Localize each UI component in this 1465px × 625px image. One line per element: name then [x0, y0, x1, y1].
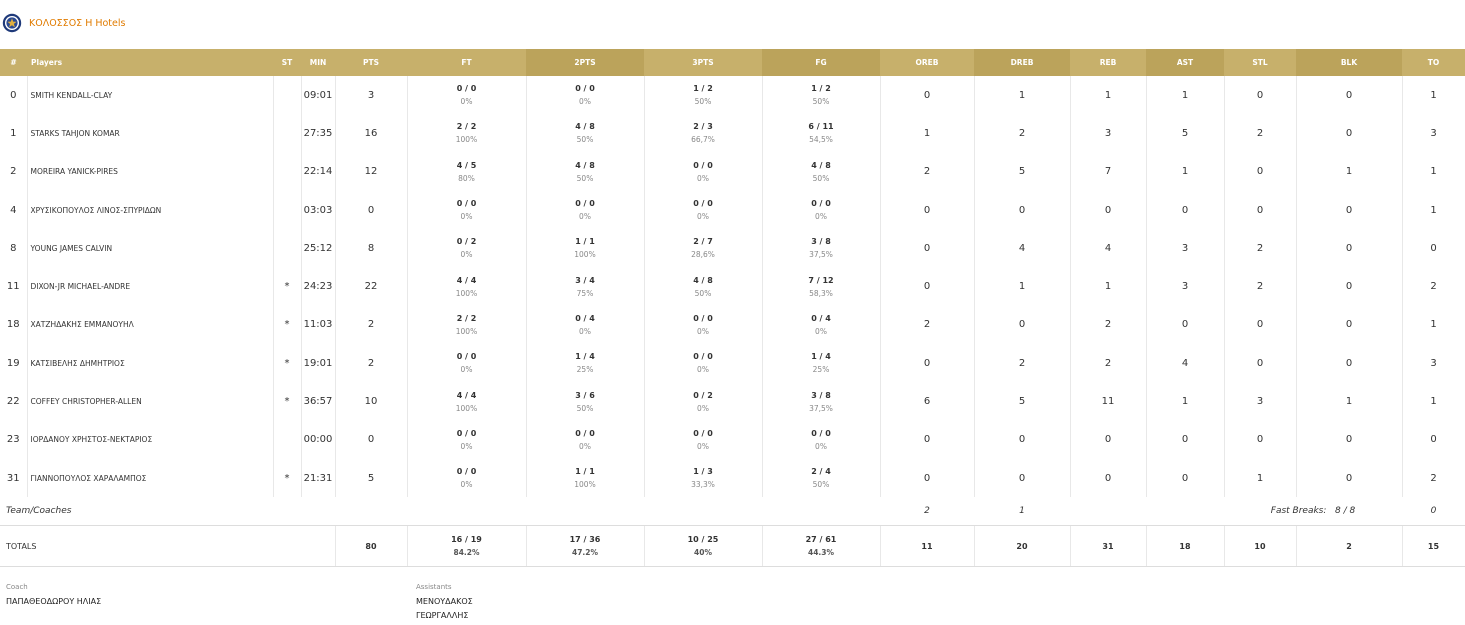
- player-to: 3: [1402, 344, 1465, 382]
- player-pts: 2: [335, 306, 407, 344]
- player-reb: 0: [1070, 421, 1146, 459]
- coach-name: ΠΑΠΑΘΕΟΔΩΡΟΥ ΗΛΙΑΣ: [6, 597, 102, 606]
- player-pts: 8: [335, 229, 407, 267]
- player-dreb: 0: [974, 459, 1070, 497]
- player-min: 24:23: [301, 267, 335, 305]
- player-3pts: 2 / 3 66,7%: [644, 114, 762, 152]
- player-ast: 0: [1146, 421, 1224, 459]
- player-ast: 1: [1146, 382, 1224, 420]
- player-ast: 0: [1146, 191, 1224, 229]
- player-stl: 2: [1224, 114, 1296, 152]
- player-3pts: 4 / 8 50%: [644, 267, 762, 305]
- player-to: 1: [1402, 382, 1465, 420]
- player-name-link[interactable]: ΓΙΑΝΝΟΠΟΥΛΟΣ ΧΑΡΑΛΑΜΠΟΣ: [27, 459, 273, 497]
- player-name-link[interactable]: DIXON-JR MICHAEL-ANDRE: [27, 267, 273, 305]
- fast-breaks-label: Fast Breaks:: [1270, 506, 1327, 517]
- player-min: 22:14: [301, 153, 335, 191]
- assistant-name: ΜΕΝΟΥΔΑΚΟΣ: [416, 597, 473, 606]
- player-to: 3: [1402, 114, 1465, 152]
- player-to: 2: [1402, 459, 1465, 497]
- player-number: 22: [0, 382, 27, 420]
- player-3pts: 0 / 0 0%: [644, 306, 762, 344]
- player-dreb: 5: [974, 382, 1070, 420]
- starter-mark: [273, 76, 301, 114]
- totals-ft: 16 / 19 84.2%: [407, 526, 526, 567]
- player-3pts: 0 / 0 0%: [644, 344, 762, 382]
- player-ft: 0 / 0 0%: [407, 421, 526, 459]
- player-reb: 0: [1070, 459, 1146, 497]
- player-stl: 1: [1224, 459, 1296, 497]
- player-to: 1: [1402, 306, 1465, 344]
- coach-label: Coach: [6, 583, 28, 591]
- player-fg: 0 / 0 0%: [762, 191, 880, 229]
- player-blk: 0: [1296, 191, 1402, 229]
- header-num: #: [0, 49, 27, 76]
- table-row: [0, 114, 1465, 152]
- player-3pts: 0 / 0 0%: [644, 421, 762, 459]
- header-2pts: 2PTS: [526, 49, 644, 76]
- player-ft: 4 / 5 80%: [407, 153, 526, 191]
- table-row: [0, 153, 1465, 191]
- totals-label: TOTALS: [0, 526, 335, 567]
- player-2pts: 4 / 8 50%: [526, 153, 644, 191]
- player-3pts: 1 / 3 33,3%: [644, 459, 762, 497]
- player-fg: 4 / 8 50%: [762, 153, 880, 191]
- totals-pts: 80: [335, 526, 407, 567]
- totals-3pts: 10 / 25 40%: [644, 526, 762, 567]
- player-pts: 3: [335, 76, 407, 114]
- header-to: TO: [1402, 49, 1465, 76]
- header-stl: STL: [1224, 49, 1296, 76]
- totals-to: 15: [1402, 526, 1465, 567]
- player-oreb: 6: [880, 382, 974, 420]
- starter-mark: [273, 421, 301, 459]
- team-coaches-row: [0, 497, 1465, 526]
- player-dreb: 5: [974, 153, 1070, 191]
- player-to: 0: [1402, 421, 1465, 459]
- player-number: 11: [0, 267, 27, 305]
- player-number: 31: [0, 459, 27, 497]
- player-ast: 4: [1146, 344, 1224, 382]
- player-blk: 1: [1296, 153, 1402, 191]
- header-min: MIN: [301, 49, 335, 76]
- starter-mark: *: [273, 459, 301, 497]
- team-crest-icon: [2, 13, 22, 33]
- player-oreb: 0: [880, 344, 974, 382]
- starter-mark: *: [273, 344, 301, 382]
- starter-mark: [273, 191, 301, 229]
- player-2pts: 1 / 4 25%: [526, 344, 644, 382]
- table-row: [0, 344, 1465, 382]
- player-fg: 0 / 0 0%: [762, 421, 880, 459]
- player-fg: 1 / 4 25%: [762, 344, 880, 382]
- player-2pts: 0 / 0 0%: [526, 191, 644, 229]
- header-blk: BLK: [1296, 49, 1402, 76]
- totals-fg: 27 / 61 44.3%: [762, 526, 880, 567]
- totals-row: [0, 526, 1465, 567]
- player-to: 0: [1402, 229, 1465, 267]
- player-stl: 3: [1224, 382, 1296, 420]
- team-name[interactable]: ΚΟΛΟΣΣΟΣ Η Hotels: [29, 17, 126, 29]
- player-ft: 0 / 0 0%: [407, 459, 526, 497]
- header-oreb: OREB: [880, 49, 974, 76]
- player-blk: 0: [1296, 267, 1402, 305]
- starter-mark: [273, 153, 301, 191]
- player-fg: 0 / 4 0%: [762, 306, 880, 344]
- team-row-label: Team/Coaches: [0, 497, 407, 526]
- player-number: 4: [0, 191, 27, 229]
- player-oreb: 1: [880, 114, 974, 152]
- player-number: 1: [0, 114, 27, 152]
- player-3pts: 2 / 7 28,6%: [644, 229, 762, 267]
- player-fg: 3 / 8 37,5%: [762, 382, 880, 420]
- player-oreb: 0: [880, 459, 974, 497]
- player-reb: 11: [1070, 382, 1146, 420]
- team-oreb: 2: [880, 497, 974, 526]
- player-stl: 0: [1224, 76, 1296, 114]
- player-pts: 12: [335, 153, 407, 191]
- player-ft: 2 / 2 100%: [407, 114, 526, 152]
- player-name-link[interactable]: MOREIRA YANICK-PIRES: [27, 153, 273, 191]
- table-row: [0, 76, 1465, 114]
- table-header-row: [0, 49, 1465, 76]
- starter-mark: *: [273, 382, 301, 420]
- player-ft: 4 / 4 100%: [407, 382, 526, 420]
- player-ast: 3: [1146, 267, 1224, 305]
- starter-mark: [273, 229, 301, 267]
- starter-mark: *: [273, 267, 301, 305]
- assistant-name: ΓΕΩΡΓΑΛΛΗΣ: [416, 611, 469, 620]
- player-ft: 0 / 0 0%: [407, 191, 526, 229]
- table-row: [0, 191, 1465, 229]
- player-stl: 0: [1224, 306, 1296, 344]
- player-to: 2: [1402, 267, 1465, 305]
- totals-2pts: 17 / 36 47.2%: [526, 526, 644, 567]
- box-score-table: [0, 49, 1465, 567]
- table-row: [0, 229, 1465, 267]
- player-ast: 3: [1146, 229, 1224, 267]
- player-3pts: 0 / 0 0%: [644, 191, 762, 229]
- fast-breaks-value: 8 / 8: [1335, 506, 1356, 517]
- header-ast: AST: [1146, 49, 1224, 76]
- player-2pts: 0 / 0 0%: [526, 421, 644, 459]
- player-min: 09:01: [301, 76, 335, 114]
- player-dreb: 2: [974, 344, 1070, 382]
- player-fg: 1 / 2 50%: [762, 76, 880, 114]
- assistants-block: [416, 583, 473, 623]
- table-row: [0, 267, 1465, 305]
- player-ast: 0: [1146, 459, 1224, 497]
- player-name-link[interactable]: YOUNG JAMES CALVIN: [27, 229, 273, 267]
- player-to: 1: [1402, 76, 1465, 114]
- table-row: [0, 421, 1465, 459]
- player-2pts: 3 / 6 50%: [526, 382, 644, 420]
- player-oreb: 2: [880, 153, 974, 191]
- header-fg: FG: [762, 49, 880, 76]
- player-oreb: 0: [880, 191, 974, 229]
- player-ft: 4 / 4 100%: [407, 267, 526, 305]
- player-oreb: 0: [880, 76, 974, 114]
- player-blk: 0: [1296, 344, 1402, 382]
- header-st: ST: [273, 49, 301, 76]
- totals-oreb: 11: [880, 526, 974, 567]
- player-dreb: 1: [974, 76, 1070, 114]
- player-stl: 2: [1224, 229, 1296, 267]
- player-stl: 0: [1224, 421, 1296, 459]
- totals-ast: 18: [1146, 526, 1224, 567]
- player-ft: 0 / 0 0%: [407, 344, 526, 382]
- player-blk: 0: [1296, 76, 1402, 114]
- player-name-link[interactable]: ΧΑΤΖΗΔΑΚΗΣ ΕΜΜΑΝΟΥΗΛ: [27, 306, 273, 344]
- totals-dreb: 20: [974, 526, 1070, 567]
- player-stl: 0: [1224, 344, 1296, 382]
- player-3pts: 1 / 2 50%: [644, 76, 762, 114]
- player-name-link[interactable]: STARKS TAHJON KOMAR: [27, 114, 273, 152]
- player-pts: 0: [335, 191, 407, 229]
- player-ast: 0: [1146, 306, 1224, 344]
- player-ft: 2 / 2 100%: [407, 306, 526, 344]
- player-pts: 0: [335, 421, 407, 459]
- team-header: [0, 10, 125, 36]
- player-number: 23: [0, 421, 27, 459]
- header-pts: PTS: [335, 49, 407, 76]
- player-dreb: 2: [974, 114, 1070, 152]
- header-reb: REB: [1070, 49, 1146, 76]
- player-name-link[interactable]: ΚΑΤΣΙΒΕΛΗΣ ΔΗΜΗΤΡΙΟΣ: [27, 344, 273, 382]
- player-number: 0: [0, 76, 27, 114]
- player-oreb: 2: [880, 306, 974, 344]
- player-number: 8: [0, 229, 27, 267]
- player-name-link[interactable]: SMITH KENDALL-CLAY: [27, 76, 273, 114]
- coach-block: [6, 583, 101, 609]
- player-reb: 2: [1070, 306, 1146, 344]
- player-3pts: 0 / 0 0%: [644, 153, 762, 191]
- player-reb: 3: [1070, 114, 1146, 152]
- table-row: [0, 306, 1465, 344]
- table-row: [0, 459, 1465, 497]
- player-stl: 0: [1224, 153, 1296, 191]
- player-pts: 16: [335, 114, 407, 152]
- player-pts: 5: [335, 459, 407, 497]
- player-2pts: 4 / 8 50%: [526, 114, 644, 152]
- assistants-names: [416, 595, 473, 623]
- player-2pts: 1 / 1 100%: [526, 459, 644, 497]
- player-fg: 2 / 4 50%: [762, 459, 880, 497]
- player-name-link[interactable]: ΙΟΡΔΑΝΟΥ ΧΡΗΣΤΟΣ-ΝΕΚΤΑΡΙΟΣ: [27, 421, 273, 459]
- totals-stl: 10: [1224, 526, 1296, 567]
- fast-breaks: [1224, 497, 1402, 526]
- player-oreb: 0: [880, 421, 974, 459]
- player-pts: 10: [335, 382, 407, 420]
- assistants-label: Assistants: [416, 583, 452, 591]
- player-blk: 0: [1296, 459, 1402, 497]
- player-number: 2: [0, 153, 27, 191]
- player-number: 19: [0, 344, 27, 382]
- header-ft: FT: [407, 49, 526, 76]
- starter-mark: [273, 114, 301, 152]
- player-pts: 22: [335, 267, 407, 305]
- player-ast: 1: [1146, 153, 1224, 191]
- player-reb: 2: [1070, 344, 1146, 382]
- player-min: 27:35: [301, 114, 335, 152]
- player-blk: 0: [1296, 114, 1402, 152]
- player-stl: 2: [1224, 267, 1296, 305]
- player-pts: 2: [335, 344, 407, 382]
- player-reb: 7: [1070, 153, 1146, 191]
- player-dreb: 0: [974, 421, 1070, 459]
- player-3pts: 0 / 2 0%: [644, 382, 762, 420]
- player-dreb: 4: [974, 229, 1070, 267]
- player-ast: 1: [1146, 76, 1224, 114]
- player-blk: 1: [1296, 382, 1402, 420]
- player-reb: 1: [1070, 267, 1146, 305]
- player-min: 19:01: [301, 344, 335, 382]
- player-2pts: 1 / 1 100%: [526, 229, 644, 267]
- player-min: 11:03: [301, 306, 335, 344]
- player-min: 21:31: [301, 459, 335, 497]
- player-min: 00:00: [301, 421, 335, 459]
- player-ast: 5: [1146, 114, 1224, 152]
- player-ft: 0 / 2 0%: [407, 229, 526, 267]
- player-blk: 0: [1296, 421, 1402, 459]
- player-to: 1: [1402, 191, 1465, 229]
- player-fg: 7 / 12 58,3%: [762, 267, 880, 305]
- player-stl: 0: [1224, 191, 1296, 229]
- player-min: 25:12: [301, 229, 335, 267]
- player-min: 03:03: [301, 191, 335, 229]
- team-dreb: 1: [974, 497, 1070, 526]
- player-name-link[interactable]: COFFEY CHRISTOPHER-ALLEN: [27, 382, 273, 420]
- player-blk: 0: [1296, 229, 1402, 267]
- player-fg: 3 / 8 37,5%: [762, 229, 880, 267]
- player-2pts: 0 / 0 0%: [526, 76, 644, 114]
- player-dreb: 0: [974, 191, 1070, 229]
- player-blk: 0: [1296, 306, 1402, 344]
- player-min: 36:57: [301, 382, 335, 420]
- player-oreb: 0: [880, 267, 974, 305]
- team-to: 0: [1402, 497, 1465, 526]
- header-players: Players: [27, 49, 273, 76]
- player-to: 1: [1402, 153, 1465, 191]
- header-dreb: DREB: [974, 49, 1070, 76]
- player-fg: 6 / 11 54,5%: [762, 114, 880, 152]
- player-reb: 4: [1070, 229, 1146, 267]
- player-2pts: 3 / 4 75%: [526, 267, 644, 305]
- table-row: [0, 382, 1465, 420]
- totals-blk: 2: [1296, 526, 1402, 567]
- totals-reb: 31: [1070, 526, 1146, 567]
- header-3pts: 3PTS: [644, 49, 762, 76]
- player-2pts: 0 / 4 0%: [526, 306, 644, 344]
- player-reb: 1: [1070, 76, 1146, 114]
- player-oreb: 0: [880, 229, 974, 267]
- player-ft: 0 / 0 0%: [407, 76, 526, 114]
- starter-mark: *: [273, 306, 301, 344]
- player-name-link[interactable]: ΧΡΥΣΙΚΟΠΟΥΛΟΣ ΛΙΝΟΣ-ΣΠΥΡΙΔΩΝ: [27, 191, 273, 229]
- player-dreb: 0: [974, 306, 1070, 344]
- player-reb: 0: [1070, 191, 1146, 229]
- player-dreb: 1: [974, 267, 1070, 305]
- player-number: 18: [0, 306, 27, 344]
